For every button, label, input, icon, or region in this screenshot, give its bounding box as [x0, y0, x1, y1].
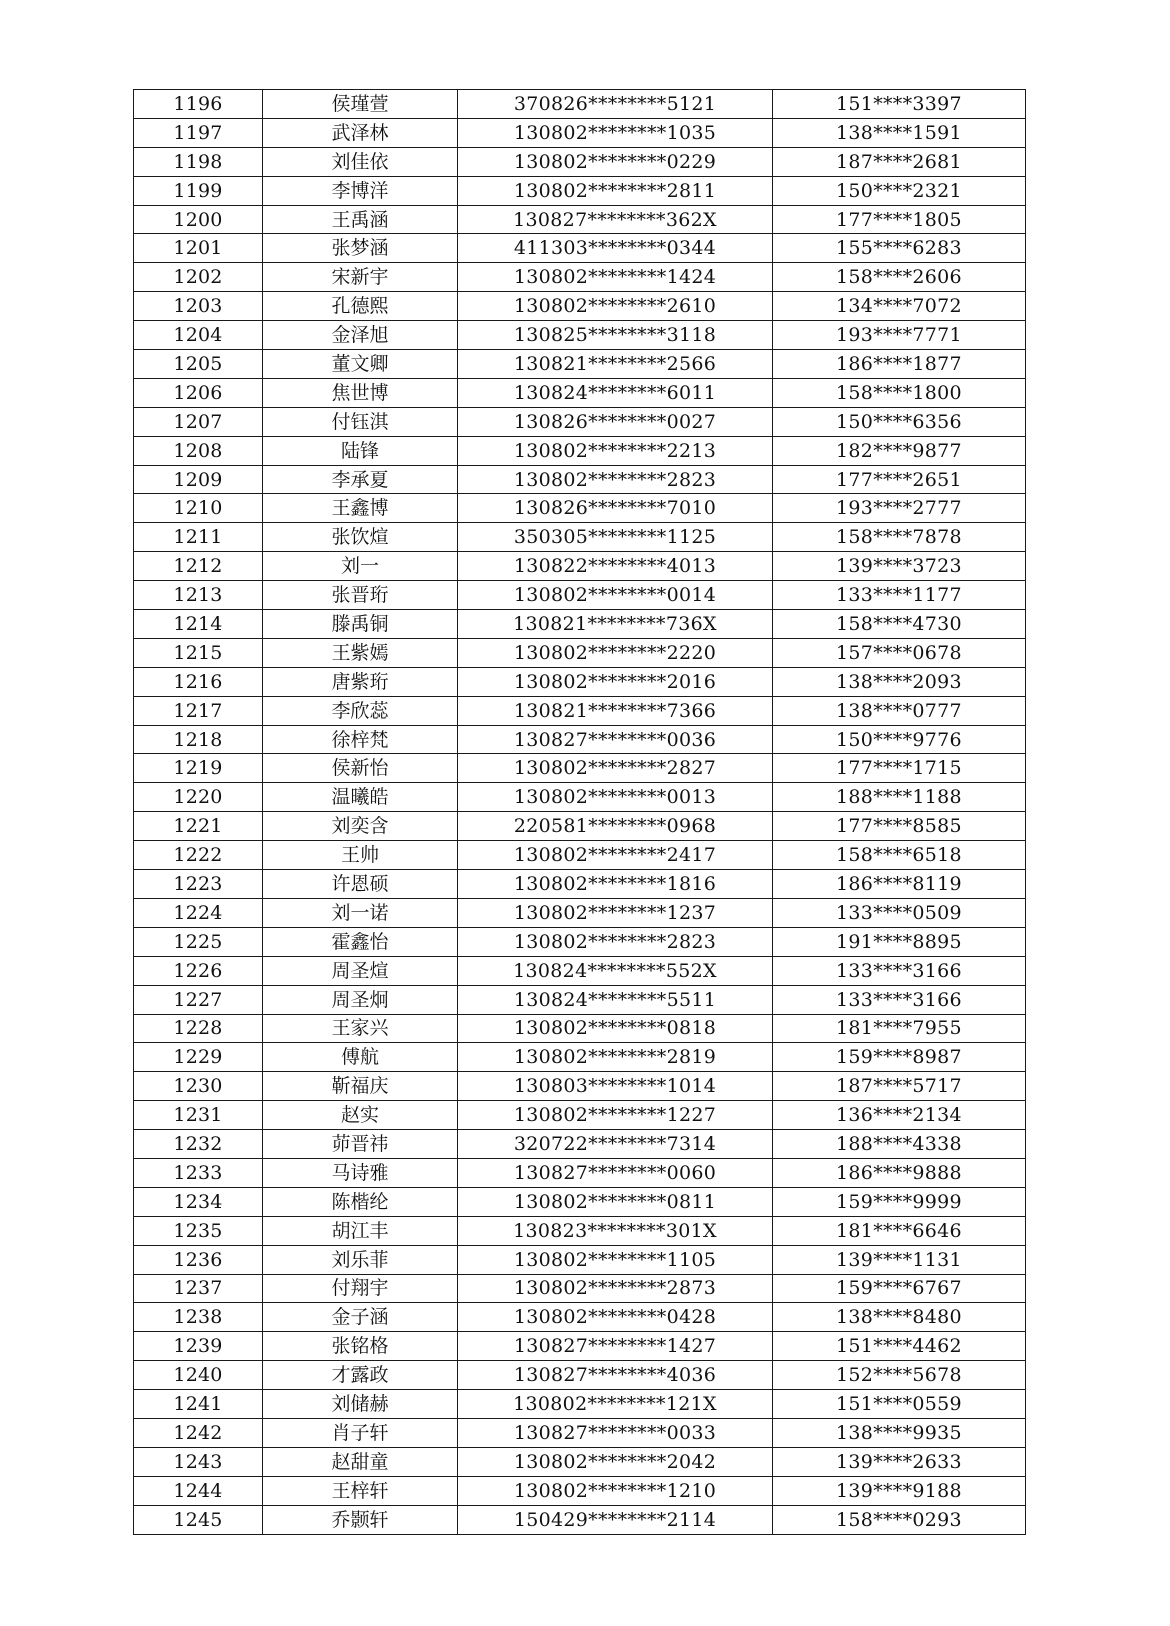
phone-number-cell: 158****0293 — [773, 1505, 1026, 1534]
sequence-number-cell: 1225 — [134, 927, 263, 956]
sequence-number-cell: 1215 — [134, 638, 263, 667]
phone-number-cell: 188****4338 — [773, 1130, 1026, 1159]
id-number-cell: 130821********736X — [458, 610, 773, 639]
sequence-number-cell: 1224 — [134, 898, 263, 927]
student-name-cell: 侯新怡 — [263, 754, 458, 783]
student-name-cell: 刘奕含 — [263, 812, 458, 841]
id-number-cell: 130824********552X — [458, 956, 773, 985]
table-row — [134, 1245, 1026, 1274]
student-name-cell: 董文卿 — [263, 350, 458, 379]
table-row — [134, 725, 1026, 754]
sequence-number-cell: 1233 — [134, 1158, 263, 1187]
table-row — [134, 1361, 1026, 1390]
sequence-number-cell: 1206 — [134, 378, 263, 407]
sequence-number-cell: 1228 — [134, 1014, 263, 1043]
table-row — [134, 1418, 1026, 1447]
student-name-cell: 刘一诺 — [263, 898, 458, 927]
student-name-cell: 赵实 — [263, 1101, 458, 1130]
phone-number-cell: 150****9776 — [773, 725, 1026, 754]
table-row — [134, 147, 1026, 176]
phone-number-cell: 186****9888 — [773, 1158, 1026, 1187]
phone-number-cell: 139****2633 — [773, 1447, 1026, 1476]
table-row — [134, 90, 1026, 119]
phone-number-cell: 133****0509 — [773, 898, 1026, 927]
table-row — [134, 118, 1026, 147]
id-number-cell: 130802********0013 — [458, 783, 773, 812]
sequence-number-cell: 1242 — [134, 1418, 263, 1447]
id-number-cell: 130821********7366 — [458, 696, 773, 725]
id-number-cell: 130802********2417 — [458, 841, 773, 870]
phone-number-cell: 187****2681 — [773, 147, 1026, 176]
table-row — [134, 754, 1026, 783]
table-row — [134, 812, 1026, 841]
table-row — [134, 581, 1026, 610]
sequence-number-cell: 1229 — [134, 1043, 263, 1072]
phone-number-cell: 159****8987 — [773, 1043, 1026, 1072]
student-name-cell: 张饮煊 — [263, 523, 458, 552]
id-number-cell: 350305********1125 — [458, 523, 773, 552]
sequence-number-cell: 1201 — [134, 234, 263, 263]
phone-number-cell: 186****8119 — [773, 870, 1026, 899]
phone-number-cell: 133****1177 — [773, 581, 1026, 610]
id-number-cell: 411303********0344 — [458, 234, 773, 263]
student-name-cell: 刘储赫 — [263, 1390, 458, 1419]
student-name-cell: 胡江丰 — [263, 1216, 458, 1245]
table-row — [134, 1390, 1026, 1419]
sequence-number-cell: 1234 — [134, 1187, 263, 1216]
sequence-number-cell: 1240 — [134, 1361, 263, 1390]
student-name-cell: 滕禹铜 — [263, 610, 458, 639]
phone-number-cell: 138****9935 — [773, 1418, 1026, 1447]
id-number-cell: 130802********1424 — [458, 263, 773, 292]
student-name-cell: 张晋珩 — [263, 581, 458, 610]
student-name-cell: 茆晋祎 — [263, 1130, 458, 1159]
sequence-number-cell: 1203 — [134, 292, 263, 321]
student-name-cell: 付翔宇 — [263, 1274, 458, 1303]
sequence-number-cell: 1217 — [134, 696, 263, 725]
id-number-cell: 130825********3118 — [458, 321, 773, 350]
table-row — [134, 465, 1026, 494]
sequence-number-cell: 1245 — [134, 1505, 263, 1534]
id-number-cell: 130824********6011 — [458, 378, 773, 407]
id-number-cell: 320722********7314 — [458, 1130, 773, 1159]
phone-number-cell: 181****6646 — [773, 1216, 1026, 1245]
id-number-cell: 130827********0036 — [458, 725, 773, 754]
sequence-number-cell: 1198 — [134, 147, 263, 176]
student-name-cell: 李欣蕊 — [263, 696, 458, 725]
student-name-cell: 付钰淇 — [263, 407, 458, 436]
sequence-number-cell: 1202 — [134, 263, 263, 292]
id-number-cell: 130802********1816 — [458, 870, 773, 899]
sequence-number-cell: 1204 — [134, 321, 263, 350]
student-name-cell: 徐梓梵 — [263, 725, 458, 754]
sequence-number-cell: 1222 — [134, 841, 263, 870]
sequence-number-cell: 1208 — [134, 436, 263, 465]
phone-number-cell: 186****1877 — [773, 350, 1026, 379]
phone-number-cell: 159****9999 — [773, 1187, 1026, 1216]
id-number-cell: 130827********362X — [458, 205, 773, 234]
id-number-cell: 130824********5511 — [458, 985, 773, 1014]
sequence-number-cell: 1199 — [134, 176, 263, 205]
table-row — [134, 1158, 1026, 1187]
sequence-number-cell: 1218 — [134, 725, 263, 754]
table-row — [134, 1505, 1026, 1534]
phone-number-cell: 159****6767 — [773, 1274, 1026, 1303]
id-number-cell: 130802********2610 — [458, 292, 773, 321]
id-number-cell: 130822********4013 — [458, 552, 773, 581]
phone-number-cell: 138****2093 — [773, 667, 1026, 696]
sequence-number-cell: 1227 — [134, 985, 263, 1014]
student-name-cell: 王家兴 — [263, 1014, 458, 1043]
student-name-cell: 周圣炯 — [263, 985, 458, 1014]
table-row — [134, 523, 1026, 552]
roster-table-body — [134, 90, 1026, 1535]
sequence-number-cell: 1226 — [134, 956, 263, 985]
table-row — [134, 667, 1026, 696]
table-row — [134, 176, 1026, 205]
student-name-cell: 温曦皓 — [263, 783, 458, 812]
phone-number-cell: 181****7955 — [773, 1014, 1026, 1043]
table-row — [134, 292, 1026, 321]
id-number-cell: 130802********0229 — [458, 147, 773, 176]
sequence-number-cell: 1200 — [134, 205, 263, 234]
student-name-cell: 周圣煊 — [263, 956, 458, 985]
phone-number-cell: 138****0777 — [773, 696, 1026, 725]
id-number-cell: 130827********4036 — [458, 1361, 773, 1390]
id-number-cell: 130802********2819 — [458, 1043, 773, 1072]
phone-number-cell: 158****2606 — [773, 263, 1026, 292]
id-number-cell: 130802********0811 — [458, 1187, 773, 1216]
id-number-cell: 130802********2827 — [458, 754, 773, 783]
phone-number-cell: 138****8480 — [773, 1303, 1026, 1332]
id-number-cell: 130802********2873 — [458, 1274, 773, 1303]
id-number-cell: 130802********0014 — [458, 581, 773, 610]
table-row — [134, 494, 1026, 523]
id-number-cell: 130802********2220 — [458, 638, 773, 667]
table-row — [134, 1130, 1026, 1159]
phone-number-cell: 158****7878 — [773, 523, 1026, 552]
student-name-cell: 李博洋 — [263, 176, 458, 205]
student-name-cell: 许恩硕 — [263, 870, 458, 899]
sequence-number-cell: 1237 — [134, 1274, 263, 1303]
id-number-cell: 130802********1227 — [458, 1101, 773, 1130]
phone-number-cell: 134****7072 — [773, 292, 1026, 321]
student-name-cell: 金子涵 — [263, 1303, 458, 1332]
table-row — [134, 552, 1026, 581]
sequence-number-cell: 1241 — [134, 1390, 263, 1419]
id-number-cell: 130802********2811 — [458, 176, 773, 205]
table-row — [134, 1303, 1026, 1332]
table-row — [134, 1101, 1026, 1130]
sequence-number-cell: 1221 — [134, 812, 263, 841]
table-row — [134, 870, 1026, 899]
sequence-number-cell: 1220 — [134, 783, 263, 812]
table-row — [134, 407, 1026, 436]
student-name-cell: 刘乐菲 — [263, 1245, 458, 1274]
table-row — [134, 985, 1026, 1014]
student-name-cell: 焦世博 — [263, 378, 458, 407]
student-name-cell: 刘佳依 — [263, 147, 458, 176]
phone-number-cell: 177****2651 — [773, 465, 1026, 494]
id-number-cell: 130802********2823 — [458, 927, 773, 956]
id-number-cell: 130802********2016 — [458, 667, 773, 696]
id-number-cell: 130827********0033 — [458, 1418, 773, 1447]
table-row — [134, 1447, 1026, 1476]
phone-number-cell: 138****1591 — [773, 118, 1026, 147]
phone-number-cell: 177****8585 — [773, 812, 1026, 841]
table-row — [134, 1187, 1026, 1216]
student-name-cell: 才露政 — [263, 1361, 458, 1390]
phone-number-cell: 187****5717 — [773, 1072, 1026, 1101]
student-name-cell: 靳福庆 — [263, 1072, 458, 1101]
id-number-cell: 130802********2213 — [458, 436, 773, 465]
sequence-number-cell: 1205 — [134, 350, 263, 379]
student-name-cell: 武泽林 — [263, 118, 458, 147]
id-number-cell: 130802********1237 — [458, 898, 773, 927]
table-row — [134, 927, 1026, 956]
id-number-cell: 130802********121X — [458, 1390, 773, 1419]
id-number-cell: 130802********2042 — [458, 1447, 773, 1476]
student-name-cell: 王鑫博 — [263, 494, 458, 523]
student-name-cell: 孔德熙 — [263, 292, 458, 321]
phone-number-cell: 133****3166 — [773, 985, 1026, 1014]
phone-number-cell: 191****8895 — [773, 927, 1026, 956]
phone-number-cell: 139****1131 — [773, 1245, 1026, 1274]
sequence-number-cell: 1197 — [134, 118, 263, 147]
id-number-cell: 130827********0060 — [458, 1158, 773, 1187]
id-number-cell: 130802********2823 — [458, 465, 773, 494]
id-number-cell: 220581********0968 — [458, 812, 773, 841]
table-row — [134, 1072, 1026, 1101]
id-number-cell: 130826********0027 — [458, 407, 773, 436]
student-name-cell: 马诗雅 — [263, 1158, 458, 1187]
phone-number-cell: 155****6283 — [773, 234, 1026, 263]
table-row — [134, 783, 1026, 812]
phone-number-cell: 151****0559 — [773, 1390, 1026, 1419]
sequence-number-cell: 1244 — [134, 1476, 263, 1505]
student-name-cell: 张梦涵 — [263, 234, 458, 263]
sequence-number-cell: 1236 — [134, 1245, 263, 1274]
table-row — [134, 956, 1026, 985]
table-row — [134, 696, 1026, 725]
phone-number-cell: 150****6356 — [773, 407, 1026, 436]
id-number-cell: 130802********0428 — [458, 1303, 773, 1332]
student-name-cell: 王紫嫣 — [263, 638, 458, 667]
student-name-cell: 肖子轩 — [263, 1418, 458, 1447]
sequence-number-cell: 1196 — [134, 90, 263, 119]
student-name-cell: 王禹涵 — [263, 205, 458, 234]
id-number-cell: 130827********1427 — [458, 1332, 773, 1361]
phone-number-cell: 193****2777 — [773, 494, 1026, 523]
table-row — [134, 436, 1026, 465]
sequence-number-cell: 1210 — [134, 494, 263, 523]
id-number-cell: 130823********301X — [458, 1216, 773, 1245]
sequence-number-cell: 1219 — [134, 754, 263, 783]
table-row — [134, 1476, 1026, 1505]
phone-number-cell: 188****1188 — [773, 783, 1026, 812]
phone-number-cell: 182****9877 — [773, 436, 1026, 465]
phone-number-cell: 151****4462 — [773, 1332, 1026, 1361]
table-row — [134, 898, 1026, 927]
phone-number-cell: 193****7771 — [773, 321, 1026, 350]
table-row — [134, 263, 1026, 292]
student-name-cell: 陆锋 — [263, 436, 458, 465]
phone-number-cell: 152****5678 — [773, 1361, 1026, 1390]
table-row — [134, 234, 1026, 263]
id-number-cell: 130802********1105 — [458, 1245, 773, 1274]
sequence-number-cell: 1239 — [134, 1332, 263, 1361]
table-row — [134, 321, 1026, 350]
student-name-cell: 乔颢轩 — [263, 1505, 458, 1534]
student-name-cell: 傅航 — [263, 1043, 458, 1072]
phone-number-cell: 157****0678 — [773, 638, 1026, 667]
id-number-cell: 130802********1035 — [458, 118, 773, 147]
phone-number-cell: 139****3723 — [773, 552, 1026, 581]
phone-number-cell: 136****2134 — [773, 1101, 1026, 1130]
student-name-cell: 刘一 — [263, 552, 458, 581]
sequence-number-cell: 1238 — [134, 1303, 263, 1332]
id-number-cell: 130802********0818 — [458, 1014, 773, 1043]
sequence-number-cell: 1207 — [134, 407, 263, 436]
student-name-cell: 张铭格 — [263, 1332, 458, 1361]
student-name-cell: 赵甜童 — [263, 1447, 458, 1476]
phone-number-cell: 158****1800 — [773, 378, 1026, 407]
phone-number-cell: 133****3166 — [773, 956, 1026, 985]
student-name-cell: 霍鑫怡 — [263, 927, 458, 956]
table-row — [134, 205, 1026, 234]
sequence-number-cell: 1213 — [134, 581, 263, 610]
id-number-cell: 130803********1014 — [458, 1072, 773, 1101]
id-number-cell: 130826********7010 — [458, 494, 773, 523]
student-name-cell: 李承夏 — [263, 465, 458, 494]
phone-number-cell: 150****2321 — [773, 176, 1026, 205]
phone-number-cell: 158****4730 — [773, 610, 1026, 639]
sequence-number-cell: 1230 — [134, 1072, 263, 1101]
sequence-number-cell: 1223 — [134, 870, 263, 899]
table-row — [134, 1216, 1026, 1245]
student-name-cell: 侯瑾萱 — [263, 90, 458, 119]
phone-number-cell: 177****1805 — [773, 205, 1026, 234]
roster-table — [133, 89, 1026, 1535]
phone-number-cell: 151****3397 — [773, 90, 1026, 119]
sequence-number-cell: 1231 — [134, 1101, 263, 1130]
student-name-cell: 宋新宇 — [263, 263, 458, 292]
sequence-number-cell: 1214 — [134, 610, 263, 639]
table-row — [134, 1043, 1026, 1072]
id-number-cell: 370826********5121 — [458, 90, 773, 119]
sequence-number-cell: 1232 — [134, 1130, 263, 1159]
table-row — [134, 1332, 1026, 1361]
sequence-number-cell: 1209 — [134, 465, 263, 494]
table-row — [134, 841, 1026, 870]
id-number-cell: 130821********2566 — [458, 350, 773, 379]
id-number-cell: 150429********2114 — [458, 1505, 773, 1534]
table-row — [134, 1014, 1026, 1043]
student-name-cell: 王梓轩 — [263, 1476, 458, 1505]
sequence-number-cell: 1211 — [134, 523, 263, 552]
table-row — [134, 350, 1026, 379]
table-row — [134, 610, 1026, 639]
phone-number-cell: 177****1715 — [773, 754, 1026, 783]
sequence-number-cell: 1212 — [134, 552, 263, 581]
sequence-number-cell: 1235 — [134, 1216, 263, 1245]
student-name-cell: 金泽旭 — [263, 321, 458, 350]
student-name-cell: 唐紫珩 — [263, 667, 458, 696]
phone-number-cell: 139****9188 — [773, 1476, 1026, 1505]
table-row — [134, 378, 1026, 407]
sequence-number-cell: 1243 — [134, 1447, 263, 1476]
sequence-number-cell: 1216 — [134, 667, 263, 696]
student-name-cell: 陈楷纶 — [263, 1187, 458, 1216]
id-number-cell: 130802********1210 — [458, 1476, 773, 1505]
table-row — [134, 638, 1026, 667]
student-name-cell: 王帅 — [263, 841, 458, 870]
phone-number-cell: 158****6518 — [773, 841, 1026, 870]
table-row — [134, 1274, 1026, 1303]
